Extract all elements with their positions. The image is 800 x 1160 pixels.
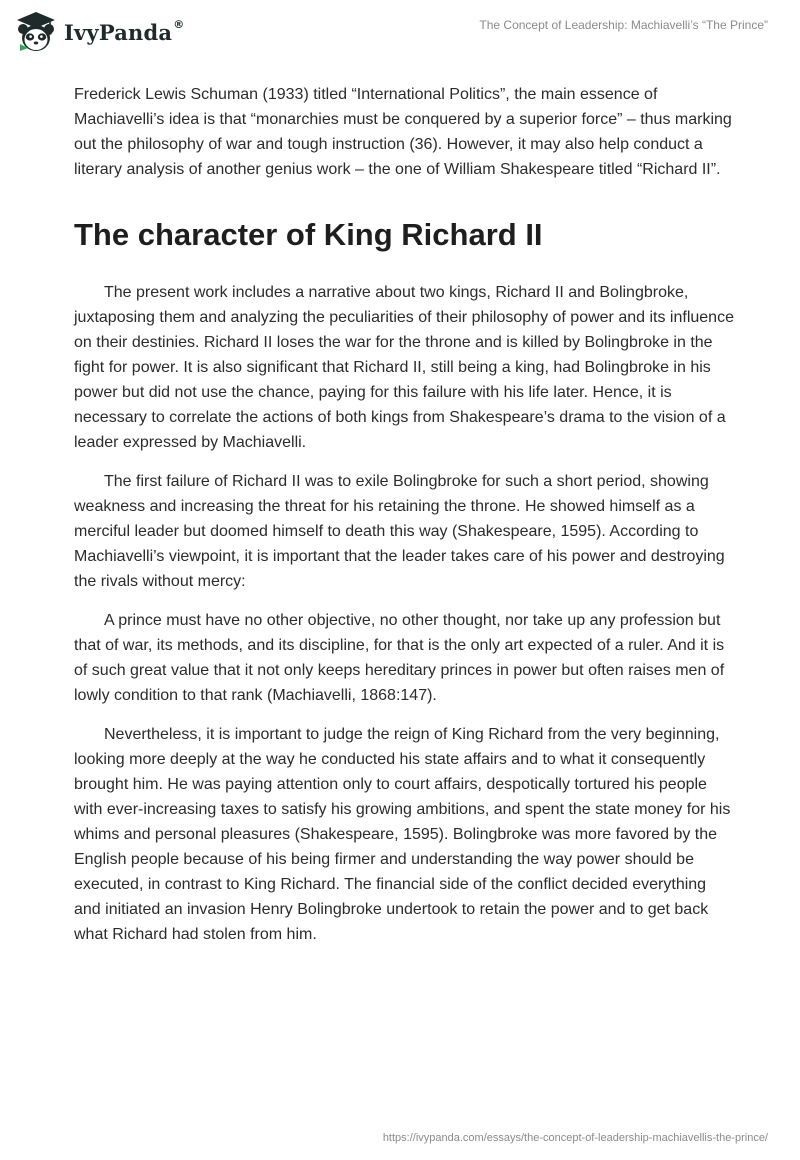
body-paragraph: Nevertheless, it is important to judge the reign of King Richard from the very beginning, looking more deeply at the way he conducted his state affairs and to what it consequently brought him. He was paying attention only to court affairs, despotically tortured his people with ever-increasing taxes to satisfy his growing ambitions, and spent the state money for his whims and personal pleasures (Shakespeare, 1595). Bolingbroke was more favored by the English people because of his being firmer and understanding the way power should be executed, in contrast to King Richard. The financial side of the conflict decided everything and initiated an invasion Henry Bolingbroke undertook to retain the power and to get back what Richard had stolen from him. (74, 726, 731, 943)
block-quote-paragraph: A prince must have no other objective, no other thought, nor take up any profession but that of war, its methods, and its discipline, for that is the only art expected of a ruler. And it is of such great value that it not only keeps hereditary princes in power but often raises men of lowly condition to that rank (Machiavelli, 1868:147). (74, 612, 725, 704)
brand-logo[interactable] (14, 10, 184, 54)
source-url[interactable]: https://ivypanda.com/essays/the-concept-of-leadership-machiavellis-the-prince/ (382, 1132, 768, 1144)
body-paragraph: The first failure of Richard II was to exile Bolingbroke for such a short period, showing weakness and increasing the threat for his retaining the throne. He showed himself as a merciful leader but doomed himself to death this way (Shakespeare, 1595). According to Machiavelli’s viewpoint, it is important that the leader takes care of his power and destroying the rivals without mercy: (74, 473, 725, 590)
article-body (74, 82, 734, 947)
intro-paragraph: Frederick Lewis Schuman (1933) titled “International Politics”, the main essence of Machiavelli’s idea is that “monarchies must be conquered by a superior force” – thus marking out the philosophy of war and tough instruction (36). However, it may also help conduct a literary analysis of another genius work – the one of William Shakespeare titled “Richard II”. (74, 86, 732, 178)
body-paragraph: The present work includes a narrative about two kings, Richard II and Bolingbroke, juxtaposing them and analyzing the peculiarities of their philosophy of power and its influence on their destinies. Richard II loses the war for the throne and is killed by Bolingbroke in the fight for power. It is also significant that Richard II, still being a king, had Bolingbroke in his power but did not use the chance, paying for this failure with his life later. Hence, it is necessary to correlate the actions of both kings from Shakespeare’s drama to the vision of a leader expressed by Machiavelli. (74, 284, 734, 451)
registered-mark: ® (173, 17, 185, 31)
document-title: The Concept of Leadership: Machiavelli’s “The Prince” (479, 18, 768, 32)
page-header (0, 0, 800, 64)
brand-name: IvyPanda® (64, 17, 185, 45)
panda-graduate-icon (14, 10, 58, 54)
section-heading: The character of King Richard II (74, 217, 543, 252)
